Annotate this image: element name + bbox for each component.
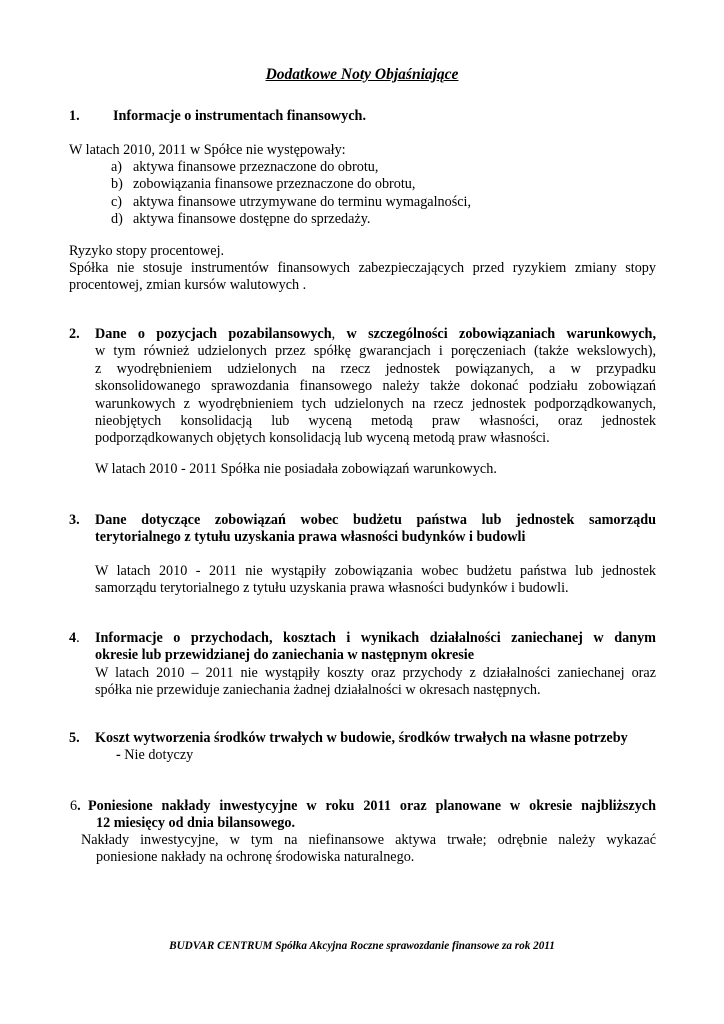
- section-5-heading: Koszt wytworzenia środków trwałych w budowie, środków trwałych na własne potrzeby: [95, 730, 628, 746]
- risk-title: Ryzyko stopy procentowej.: [69, 243, 225, 259]
- section-3-text: W latach 2010 - 2011 nie wystąpiły zobowiązania wobec budżetu państwa lub jednostek samorządu terytorialnego z tytułu uzyskania prawa własności budynków i budowli.: [95, 563, 656, 597]
- section-6-heading-cont: 12 miesięcy od dnia bilansowego.: [96, 815, 296, 831]
- section-3-heading: Dane dotyczące zobowiązań wobec budżetu państwa lub jednostek samorządu terytorialnego z tytułu uzyskania prawa własności budynków i budowli: [95, 512, 656, 546]
- section-3-number: 3.: [69, 512, 80, 528]
- section-1-number: 1.: [69, 108, 80, 124]
- section-6-text-cont: poniesione nakłady na ochronę środowiska naturalnego.: [96, 849, 415, 865]
- section-1-list: [111, 159, 471, 229]
- section-1-heading: Informacje o instrumentach finansowych.: [113, 108, 366, 124]
- section-6-number: 6.: [70, 798, 81, 814]
- section-2-heading: Dane o pozycjach pozabilansowych, w szczególności zobowiązaniach warunkowych,: [95, 326, 656, 342]
- section-2-number: 2.: [69, 326, 80, 342]
- risk-text: Spółka nie stosuje instrumentów finansowych zabezpieczających przed ryzykiem zmiany stopy procentowej, zmian kursów walutowych .: [69, 260, 656, 294]
- section-2-body: Dane o pozycjach pozabilansowych, w szczególności zobowiązaniach warunkowych, w tym również udzielonych przez spółkę gwarancjach i poręczeniach (także wekslowych), z wyodrębnieniem udzielonych na rzecz jednostek powiązanych, a w przypadku skonsolidowanego sprawozdania finansowego należy także dokonać podziału zobowiązań warunkowych z wyodrębnieniem tych udzielonych na rzecz jednostek podporządkowanych, nieobjętych konsolidacją lub wyceną metodą praw własności, oraz jednostek podporządkowanych objętych konsolidacją lub wyceną metodą praw własności.: [95, 326, 656, 447]
- page-title: Dodatkowe Noty Objaśniające: [265, 66, 459, 83]
- page-footer: BUDVAR CENTRUM Spółka Akcyjna Roczne sprawozdanie finansowe za rok 2011: [169, 940, 555, 952]
- section-2-note: W latach 2010 - 2011 Spółka nie posiadała zobowiązań warunkowych.: [95, 461, 497, 477]
- section-6-text: Nakłady inwestycyjne, w tym na niefinansowe aktywa trwałe; odrębnie należy wykazać: [81, 832, 656, 848]
- section-1-intro: W latach 2010, 2011 w Spółce nie występowały:: [69, 142, 346, 158]
- list-item: a) aktywa finansowe przeznaczone do obrotu,: [111, 159, 379, 175]
- section-4-body: Informacje o przychodach, kosztach i wynikach działalności zaniechanej w danym okresie lub przewidzianej do zaniechania w następnym okresie W latach 2010 – 2011 nie wystąpiły koszty oraz przychody z działalności zaniechanej oraz spółka nie przewiduje zaniechania żadnej działalności w okresach następnych.: [95, 630, 656, 699]
- section-4-number: 4.: [69, 630, 80, 646]
- section-5-note: - Nie dotyczy: [116, 747, 194, 763]
- list-item: b) zobowiązania finansowe przeznaczone do obrotu,: [111, 176, 416, 193]
- list-item: d) aktywa finansowe dostępne do sprzedaży.: [111, 211, 371, 228]
- list-item: c) aktywa finansowe utrzymywane do terminu wymagalności,: [111, 193, 472, 210]
- section-6-heading: Poniesione nakłady inwestycyjne w roku 2011 oraz planowane w okresie najbliższych: [88, 798, 656, 814]
- section-5-number: 5.: [69, 730, 80, 746]
